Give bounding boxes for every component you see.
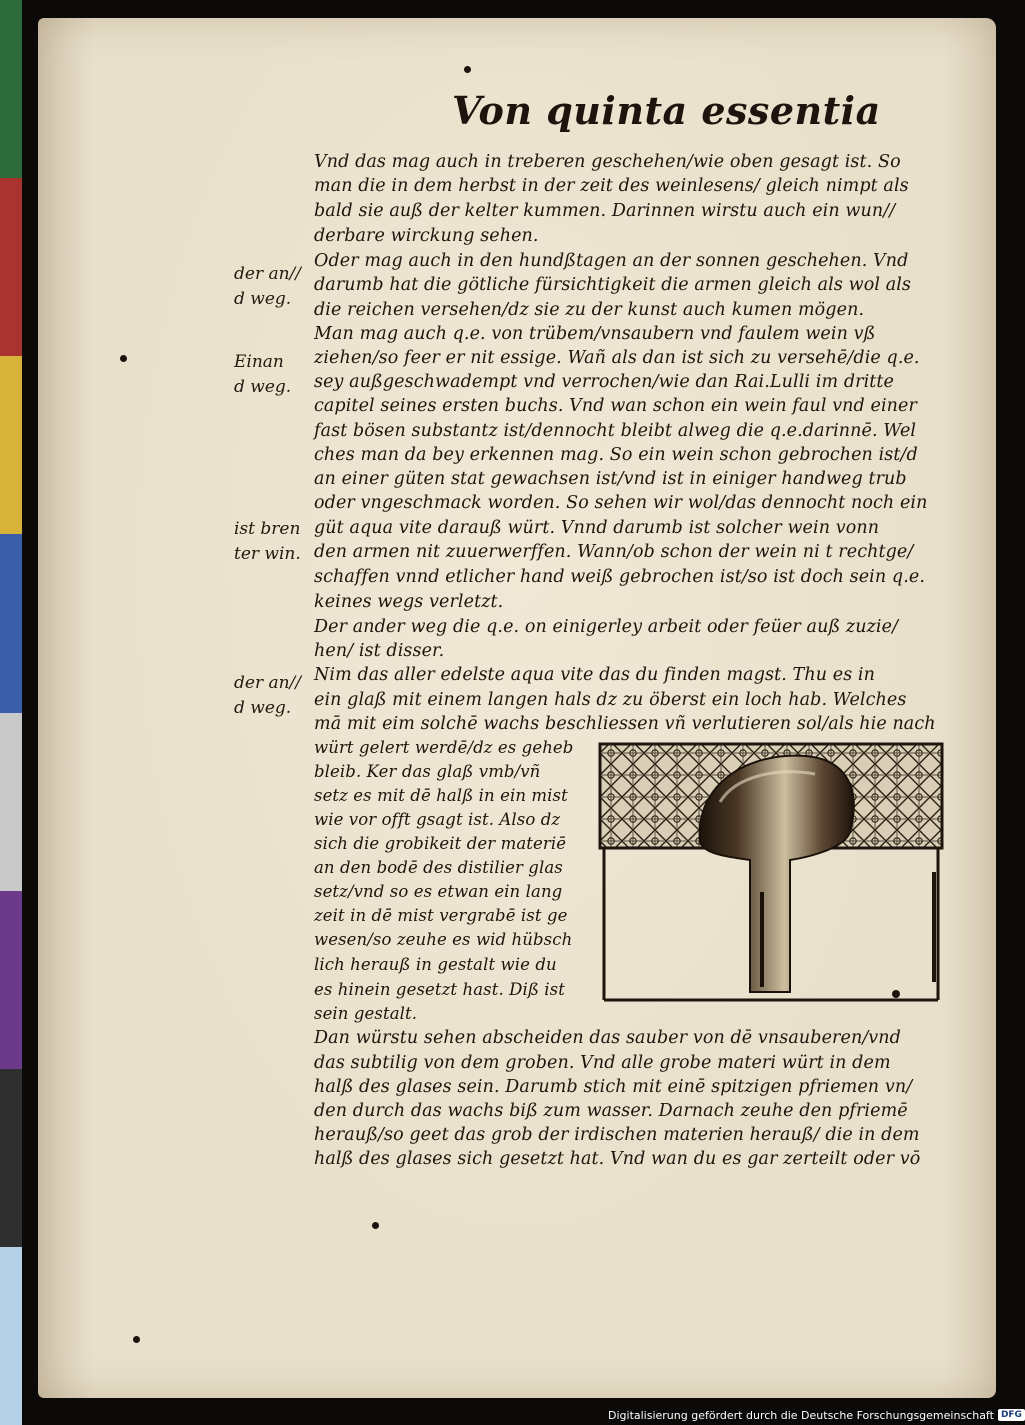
text-line: Vnd das mag auch in treberen geschehen/wie oben gesagt ist. So: [314, 152, 901, 172]
dfg-logo: DFG: [998, 1409, 1025, 1421]
text-line: setz/vnd so es etwan ein lang: [314, 882, 563, 901]
digitization-footer: [608, 1405, 1025, 1425]
text-line: setz es mit dē halß in ein mist: [314, 786, 568, 805]
text-line: wesen/so zeuhe es wid hübsch: [314, 930, 573, 949]
margin-note-line: d weg.: [234, 289, 292, 309]
color-swatch: [0, 534, 22, 712]
text-line: darumb hat die götliche fürsichtigkeit die armen gleich als wol als: [314, 275, 911, 295]
color-swatch: [0, 1247, 22, 1425]
text-line: Der ander weg die q.e. on einigerley arbeit oder feüer auß zuzie/: [314, 617, 899, 637]
margin-note: [234, 350, 312, 400]
text-line: fast bösen substantz ist/dennocht bleibt alweg die q.e.darinnē. Wel: [314, 421, 917, 441]
text-line: keines wegs verletzt.: [314, 592, 504, 612]
text-line: an einer güten stat gewachsen ist/vnd ist in einiger handweg trub: [314, 469, 907, 489]
color-swatch: [0, 356, 22, 534]
binding-hole-mark: [372, 1222, 379, 1229]
margin-note-line: ter win.: [234, 544, 301, 564]
text-line: Man mag auch q.e. von trübem/vnsaubern vnd faulem wein vß: [314, 324, 876, 344]
text-line: schaffen vnnd etlicher hand weiß gebrochen ist/so ist doch sein q.e.: [314, 567, 925, 587]
text-line: den durch das wachs biß zum wasser. Darnach zeuhe den pfriemē: [314, 1101, 908, 1121]
text-line: bald sie auß der kelter kummen. Darinnen wirstu auch ein wun//: [314, 201, 896, 221]
text-line: man die in dem herbst in der zeit des weinlesens/ gleich nimpt als: [314, 176, 909, 196]
color-swatch: [0, 178, 22, 356]
text-line: Nim das aller edelste aqua vite das du finden magst. Thu es in: [314, 665, 876, 685]
text-line: halß des glases sich gesetzt hat. Vnd wan du es gar zerteilt oder vō: [314, 1149, 921, 1169]
woodcut-glass-vessel-illustration: [600, 742, 942, 1004]
footer-text: Digitalisierung gefördert durch die Deutsche Forschungsgemeinschaft: [608, 1408, 994, 1422]
text-line: capitel seines ersten buchs. Vnd wan schon ein wein faul vnd einer: [314, 396, 917, 416]
text-line: ziehen/so feer er nit essige. Wañ als dan ist sich zu versehē/die q.e.: [314, 348, 920, 368]
text-line: lich herauß in gestalt wie du: [314, 955, 557, 974]
flask-neck-shadow: [760, 892, 764, 987]
frame-rivet: [892, 990, 900, 998]
binding-hole-mark: [133, 1336, 140, 1343]
text-line: bleib. Ker das glaß vmb/vñ: [314, 762, 541, 781]
text-line: wie vor offt gsagt ist. Also dz: [314, 810, 561, 829]
margin-note: [234, 671, 312, 721]
margin-note-line: der an//: [234, 673, 302, 693]
text-line: zeit in dē mist vergrabē ist ge: [314, 906, 568, 925]
margin-note: [234, 262, 312, 312]
text-line: sein gestalt.: [314, 1004, 418, 1023]
text-line: sich die grobikeit der materiē: [314, 834, 567, 853]
color-swatch: [0, 713, 22, 891]
text-line: Dan würstu sehen abscheiden das sauber von dē vnsauberen/vnd: [314, 1028, 901, 1048]
color-swatch: [0, 0, 22, 178]
text-line: das subtilig von dem groben. Vnd alle grobe materi würt in dem: [314, 1053, 891, 1073]
text-line: Oder mag auch in den hundßtagen an der sonnen geschehen. Vnd: [314, 251, 909, 271]
margin-note-line: d weg.: [234, 698, 292, 718]
color-swatch: [0, 1069, 22, 1247]
text-line: derbare wirckung sehen.: [314, 226, 539, 246]
text-line: güt aqua vite darauß würt. Vnnd darumb ist solcher wein vonn: [314, 518, 880, 538]
color-calibration-strip: [0, 0, 22, 1425]
binding-hole-mark: [120, 355, 127, 362]
text-line: oder vngeschmack worden. So sehen wir wol/das dennocht noch ein: [314, 493, 928, 513]
text-line: es hinein gesetzt hast. Diß ist: [314, 980, 565, 999]
color-swatch: [0, 891, 22, 1069]
text-line: ein glaß mit einem langen hals dz zu öberst ein loch hab. Welches: [314, 690, 907, 710]
binding-hole-mark: [464, 66, 471, 73]
margin-note: [234, 517, 312, 567]
text-line: den armen nit zuuerwerffen. Wann/ob schon der wein ni t rechtge/: [314, 542, 914, 562]
margin-note-line: Einan: [234, 352, 284, 372]
text-line: herauß/so geet das grob der irdischen materien herauß/ die in dem: [314, 1125, 920, 1145]
margin-note-line: der an//: [234, 264, 302, 284]
inverted-flask: [700, 756, 854, 992]
text-line: halß des glases sein. Darumb stich mit einē spitzigen pfriemen vn/: [314, 1077, 913, 1097]
text-line: hen/ ist disser.: [314, 641, 445, 661]
text-line: mā mit eim solchē wachs beschliessen vñ verlutieren sol/als hie nach: [314, 714, 936, 734]
text-line: sey außgeschwadempt vnd verrochen/wie dan Rai.Lulli im dritte: [314, 372, 895, 392]
page-heading: Von quinta essentia: [452, 88, 881, 133]
text-line: die reichen versehen/dz sie zu der kunst auch kumen mögen.: [314, 300, 865, 320]
margin-note-line: ist bren: [234, 519, 301, 539]
text-line: ches man da bey erkennen mag. So ein wein schon gebrochen ist/d: [314, 445, 918, 465]
margin-note-line: d weg.: [234, 377, 292, 397]
text-line: an den bodē des distilier glas: [314, 858, 563, 877]
text-line: würt gelert werdē/dz es geheb: [314, 738, 574, 757]
